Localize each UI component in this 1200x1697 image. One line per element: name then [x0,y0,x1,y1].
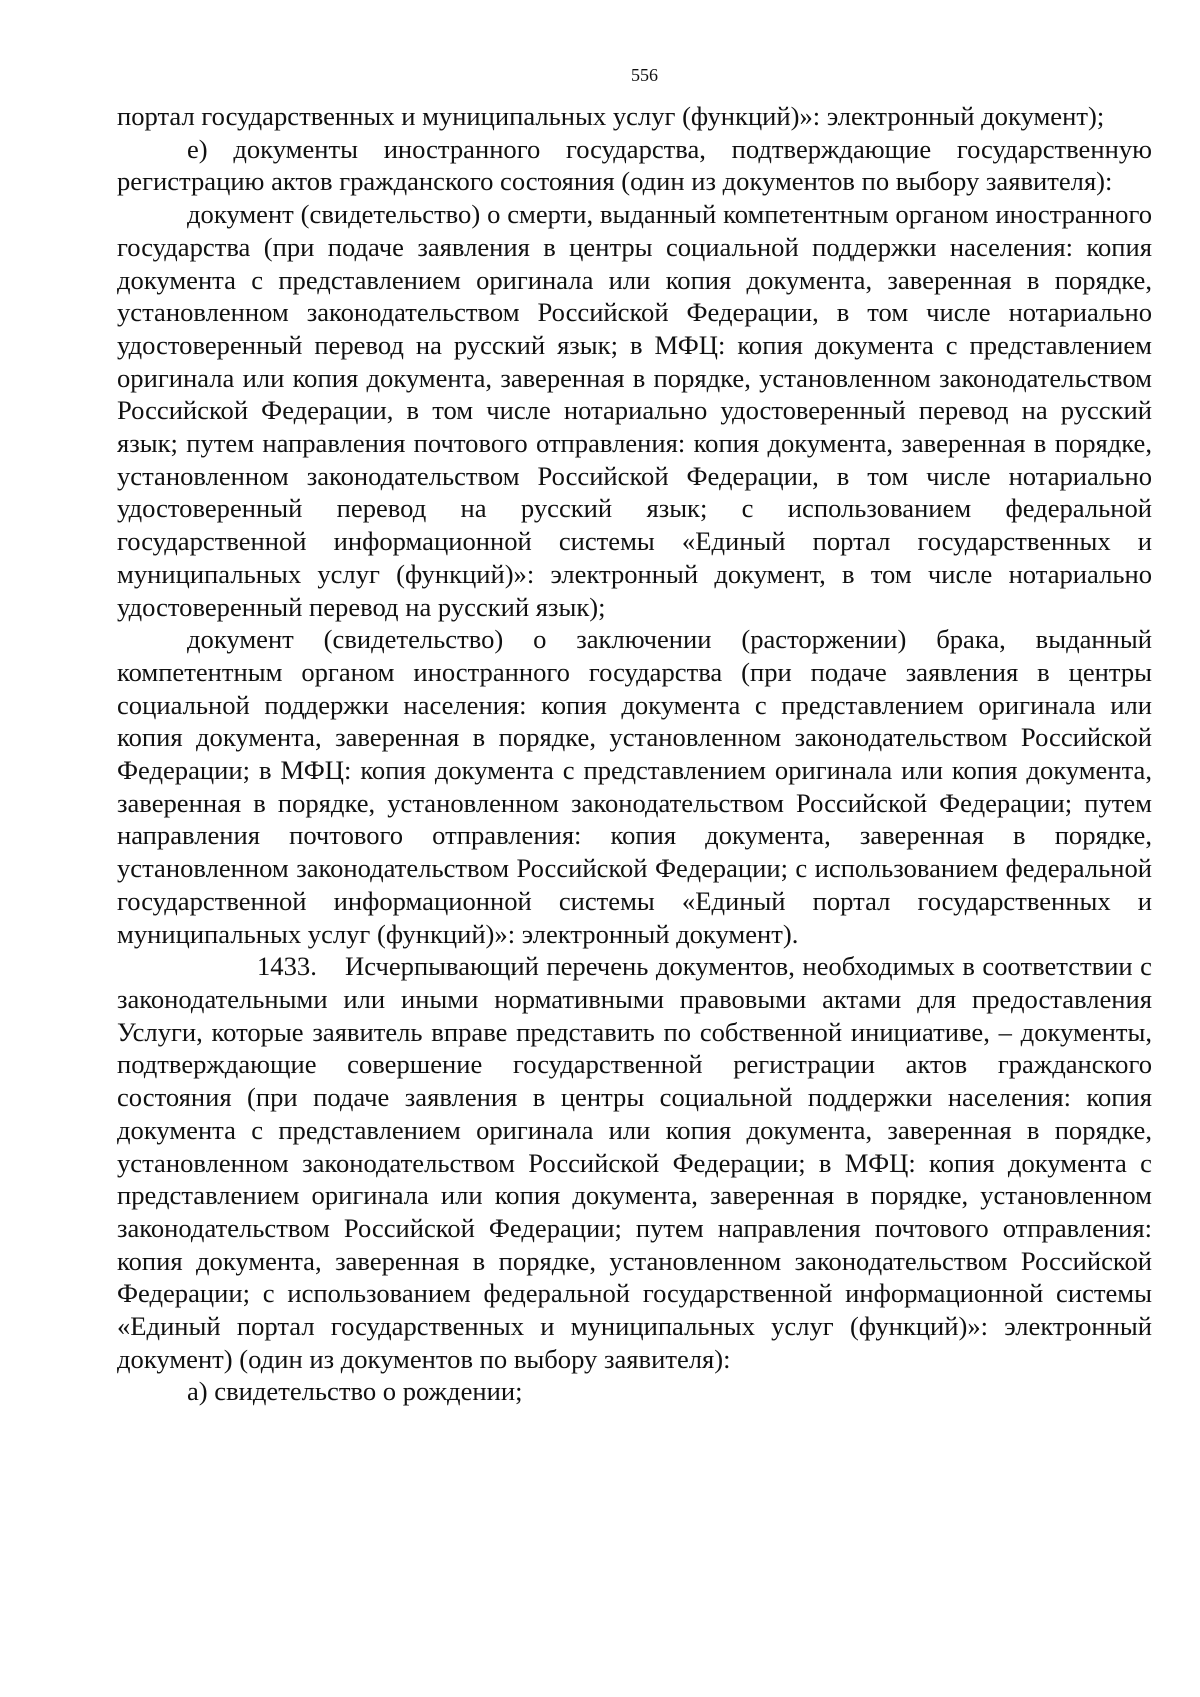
page-number: 556 [631,65,658,85]
paragraph-item-e: е) документы иностранного государства, подтверждающие государственную регистрацию актов гражданского состояния (один из документов по выбору заявителя): [117,133,1152,197]
paragraph-continuation: портал государственных и муниципальных услуг (функций)»: электронный документ); [117,101,1105,131]
paragraph-1433-text: Исчерпывающий перечень документов, необходимых в соответствии с законодательными или иными нормативными правовыми актами для предоставления Услуги, которые заявитель вправе представить по собственной инициативе, – документы, подтверждающие совершение государственной регистрации актов гражданского состояния (при подаче заявления в центры социальной поддержки населения: копия документа с представлением оригинала или копия документа, заверенная в порядке, установленном законодательством Российской Федерации; в МФЦ: копия документа с представлением оригинала или копия документа, заверенная в порядке, установленном законодательством Российской Федерации; путем направления почтового отправления: копия документа, заверенная в порядке, установленном законодательством Российской Федерации; с использованием федеральной государственной информационной системы «Единый портал государственных и муниципальных услуг (функций)»: электронный документ) (один из документов по выбору заявителя): [117,951,1152,1374]
paragraph-1433 [117,950,1152,1375]
paragraph-marriage-certificate: документ (свидетельство) о заключении (расторжении) брака, выданный компетентным органом иностранного государства (при подаче заявления в центры социальной поддержки населения: копия документа с представлением оригинала или копия документа, заверенная в порядке, установленном законодательством Российской Федерации; в МФЦ: копия документа с представлением оригинала или копия документа, заверенная в порядке, установленном законодательством Российской Федерации; путем направления почтового отправления: копия документа, заверенная в порядке, установленном законодательством Российской Федерации; с использованием федеральной государственной информационной системы «Единый портал государственных и муниципальных услуг (функций)»: электронный документ). [117,624,1152,949]
paragraph-item-a: а) свидетельство о рождении; [187,1376,523,1407]
document-page [117,64,1152,1408]
paragraph-death-certificate: документ (свидетельство) о смерти, выданный компетентным органом иностранного государства (при подаче заявления в центры социальной поддержки населения: копия документа с представлением оригинала или копия документа, заверенная в порядке, установленном законодательством Российской Федерации, в том числе нотариально удостоверенный перевод на русский язык; в МФЦ: копия документа с представлением оригинала или копия документа, заверенная в порядке, установленном законодательством Российской Федерации, в том числе нотариально удостоверенный перевод на русский язык; путем направления почтового отправления: копия документа, заверенная в порядке, установленном законодательством Российской Федерации, в том числе нотариально удостоверенный перевод на русский язык; с использованием федеральной государственной информационной системы «Единый портал государственных и муниципальных услуг (функций)»: электронный документ, в том числе нотариально удостоверенный перевод на русский язык); [117,199,1152,622]
paragraph-number: 1433. [257,951,317,982]
